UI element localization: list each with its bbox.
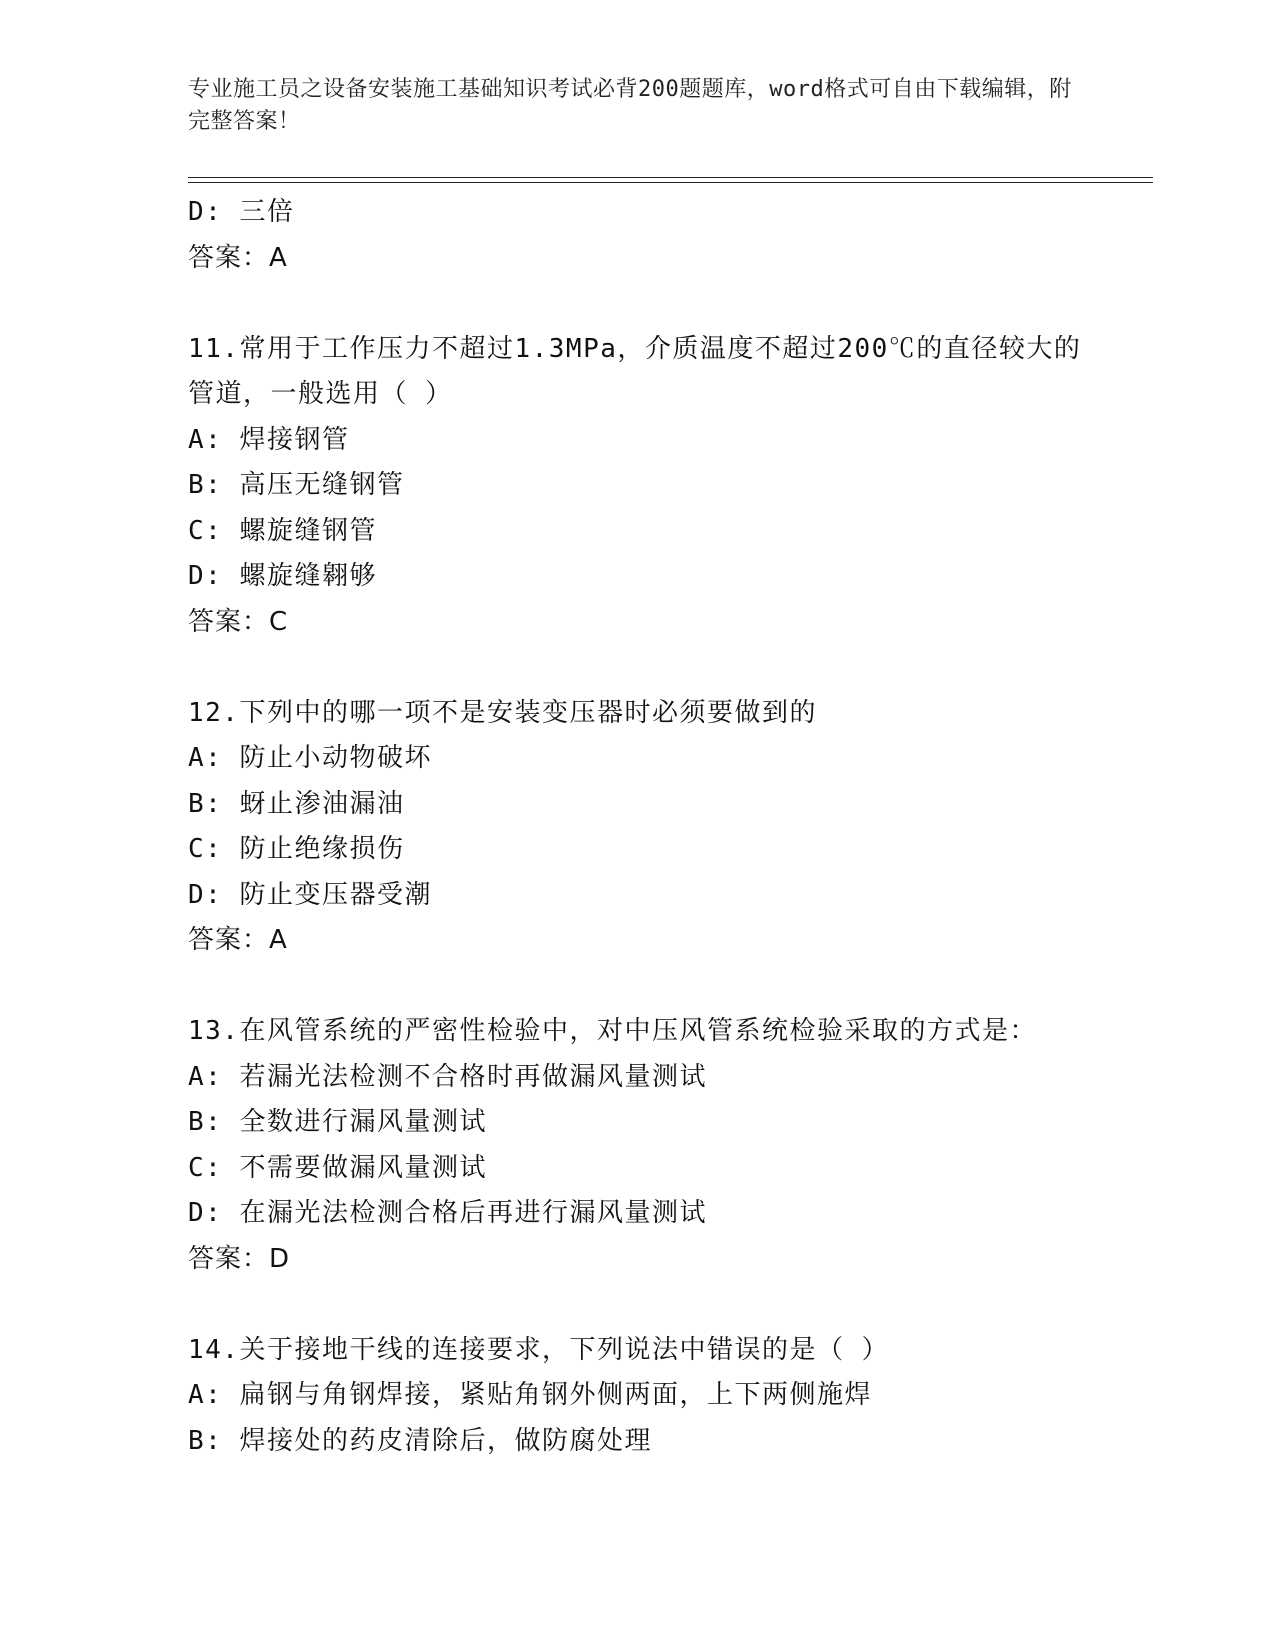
option-b: B: 高压无缝钢管: [188, 470, 405, 500]
question-block: [188, 1009, 1153, 1282]
question-stem: 11.常用于工作压力不超过1.3MPa，介质温度不超过200℃的直径较大的管道，一般选用（ ）: [188, 333, 1082, 409]
option-c: C: 防止绝缘损伤: [188, 834, 405, 864]
option-b: B: 全数进行漏风量测试: [188, 1107, 487, 1137]
option-c: C: 不需要做漏风量测试: [188, 1152, 487, 1183]
answer-line: 答案：A: [188, 925, 288, 955]
question-block: [188, 1328, 1153, 1465]
option-d: D: 三倍: [188, 197, 295, 227]
option-b: B: 蚜止渗油漏油: [188, 788, 405, 819]
question-block: [188, 327, 1153, 646]
answer-line: 答案：C: [188, 606, 289, 637]
option-d: D: 螺旋缝翱够: [188, 561, 377, 591]
question-stem: 14.关于接地干线的连接要求，下列说法中错误的是（ ）: [188, 1334, 890, 1365]
page-header: 专业施工员之设备安装施工基础知识考试必背200题题库，word格式可自由下载编辑，附完整答案！: [188, 77, 1072, 134]
option-a: A: 焊接钢管: [188, 424, 350, 455]
header-divider: [188, 177, 1153, 183]
question-stem: 12.下列中的哪一项不是安装变压器时必须要做到的: [188, 697, 817, 728]
document-body: [188, 190, 1153, 1464]
answer-line: 答案：A: [188, 242, 288, 273]
question-stem: 13.在风管系统的严密性检验中，对中压风管系统检验采取的方式是：: [188, 1016, 1037, 1046]
option-d: D: 防止变压器受潮: [188, 879, 432, 910]
option-a: A: 防止小动物破坏: [188, 743, 432, 773]
option-d: D: 在漏光法检测合格后再进行漏风量测试: [188, 1198, 707, 1228]
option-b: B: 焊接处的药皮清除后，做防腐处理: [188, 1425, 652, 1456]
question-block: [188, 691, 1153, 964]
option-c: C: 螺旋缝钢管: [188, 515, 377, 546]
option-a: A: 若漏光法检测不合格时再做漏风量测试: [188, 1061, 707, 1092]
answer-line: 答案：D: [188, 1243, 291, 1274]
option-a: A: 扁钢与角钢焊接，紧贴角钢外侧两面，上下两侧施焊: [188, 1380, 872, 1410]
